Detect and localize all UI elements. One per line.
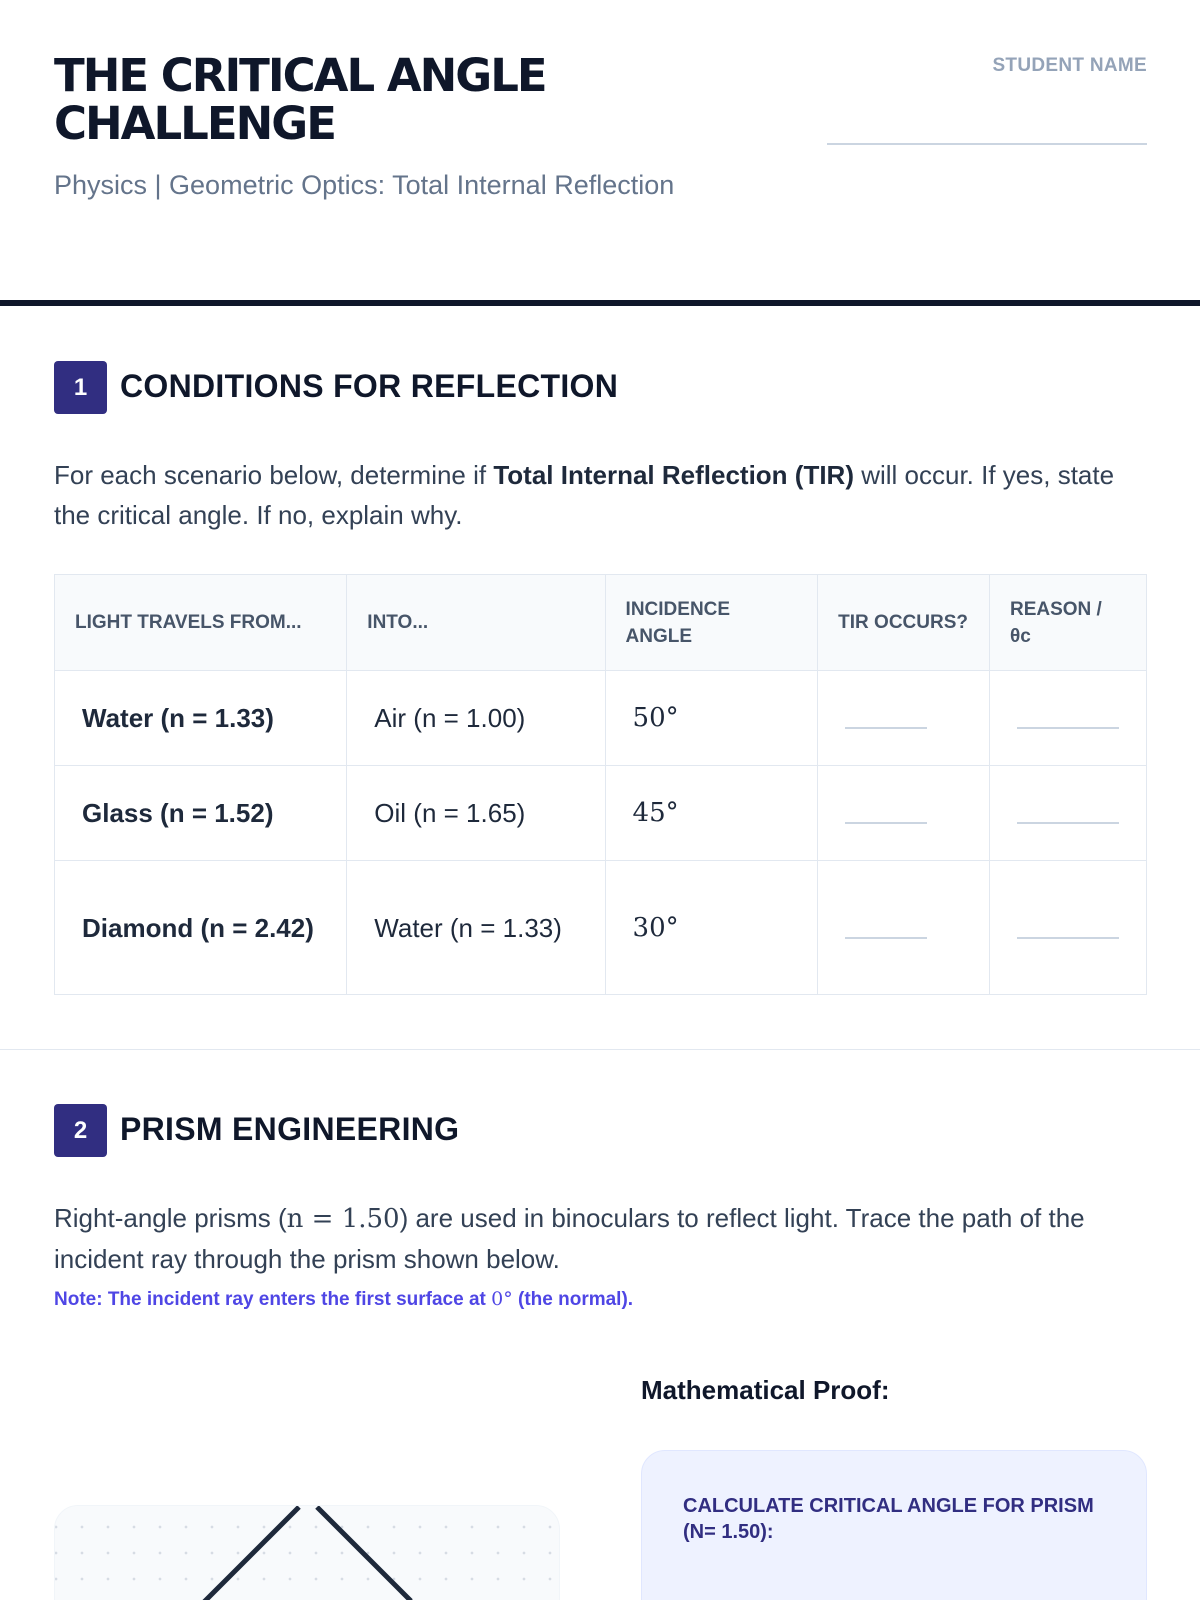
cell-from: Glass (n = 1.52) [55,766,347,861]
proof-label: CALCULATE CRITICAL ANGLE FOR PRISM (N= 1.50): [683,1495,1094,1543]
table-row [55,861,1147,995]
col-header-tir: TIR OCCURS? [818,575,990,671]
section-2-badge: 2 [54,1104,107,1157]
table-header-row [55,575,1147,671]
cell-angle: 50° [605,671,818,766]
prism-right-face [317,1507,411,1600]
cell-reason-answer[interactable] [989,766,1146,861]
cell-reason-answer[interactable] [989,671,1146,766]
cell-tir-answer[interactable] [818,671,990,766]
prism-left-face [203,1507,299,1600]
section-1-title: CONDITIONS FOR REFLECTION [120,368,619,404]
section-1-badge: 1 [54,361,107,414]
answer-blank[interactable] [845,937,927,939]
proof-heading: Mathematical Proof: [641,1375,890,1405]
header-divider [0,300,1200,306]
proof-box[interactable] [641,1450,1147,1600]
answer-blank[interactable] [845,727,927,729]
worksheet-subtitle: Physics | Geometric Optics: Total Internal Reflection [54,170,675,200]
cell-tir-answer[interactable] [818,861,990,995]
section-divider [0,1049,1200,1050]
answer-blank[interactable] [1017,937,1119,939]
answer-blank[interactable] [1017,822,1119,824]
section-2-title: PRISM ENGINEERING [120,1111,460,1147]
section-2-text: Right-angle prisms (n = 1.50) are used in binoculars to reflect light. Trace the path of the incident ray through the prism shown below. [54,1203,1085,1274]
tir-table [54,574,1147,995]
col-header-reason: REASON / θc [989,575,1146,671]
cell-into: Air (n = 1.00) [347,671,605,766]
table-row [55,766,1147,861]
answer-blank[interactable] [845,822,927,824]
cell-reason-answer[interactable] [989,861,1146,995]
section-1-instructions: For each scenario below, determine if Total Internal Reflection (TIR) will occur. If yes, state the critical angle. If no, explain why. [54,460,1115,530]
cell-from: Diamond (n = 2.42) [55,861,347,995]
col-header-angle: INCIDENCE ANGLE [605,575,818,671]
col-header-into: INTO... [347,575,605,671]
cell-into: Oil (n = 1.65) [347,766,605,861]
col-header-from: LIGHT TRAVELS FROM... [55,575,347,671]
cell-from: Water (n = 1.33) [55,671,347,766]
prism-diagram[interactable] [54,1505,560,1600]
cell-angle: 30° [605,861,818,995]
student-name-label: STUDENT NAME [992,55,1147,76]
section-2-note: Note: The incident ray enters the first surface at 0° (the normal). [54,1288,634,1310]
cell-tir-answer[interactable] [818,766,990,861]
prism-outline [55,1506,560,1600]
table-row [55,671,1147,766]
cell-into: Water (n = 1.33) [347,861,605,995]
answer-blank[interactable] [1017,727,1119,729]
student-name-field[interactable] [827,143,1147,145]
cell-angle: 45° [605,766,818,861]
worksheet-title: THE CRITICAL ANGLE CHALLENGE [54,49,546,150]
